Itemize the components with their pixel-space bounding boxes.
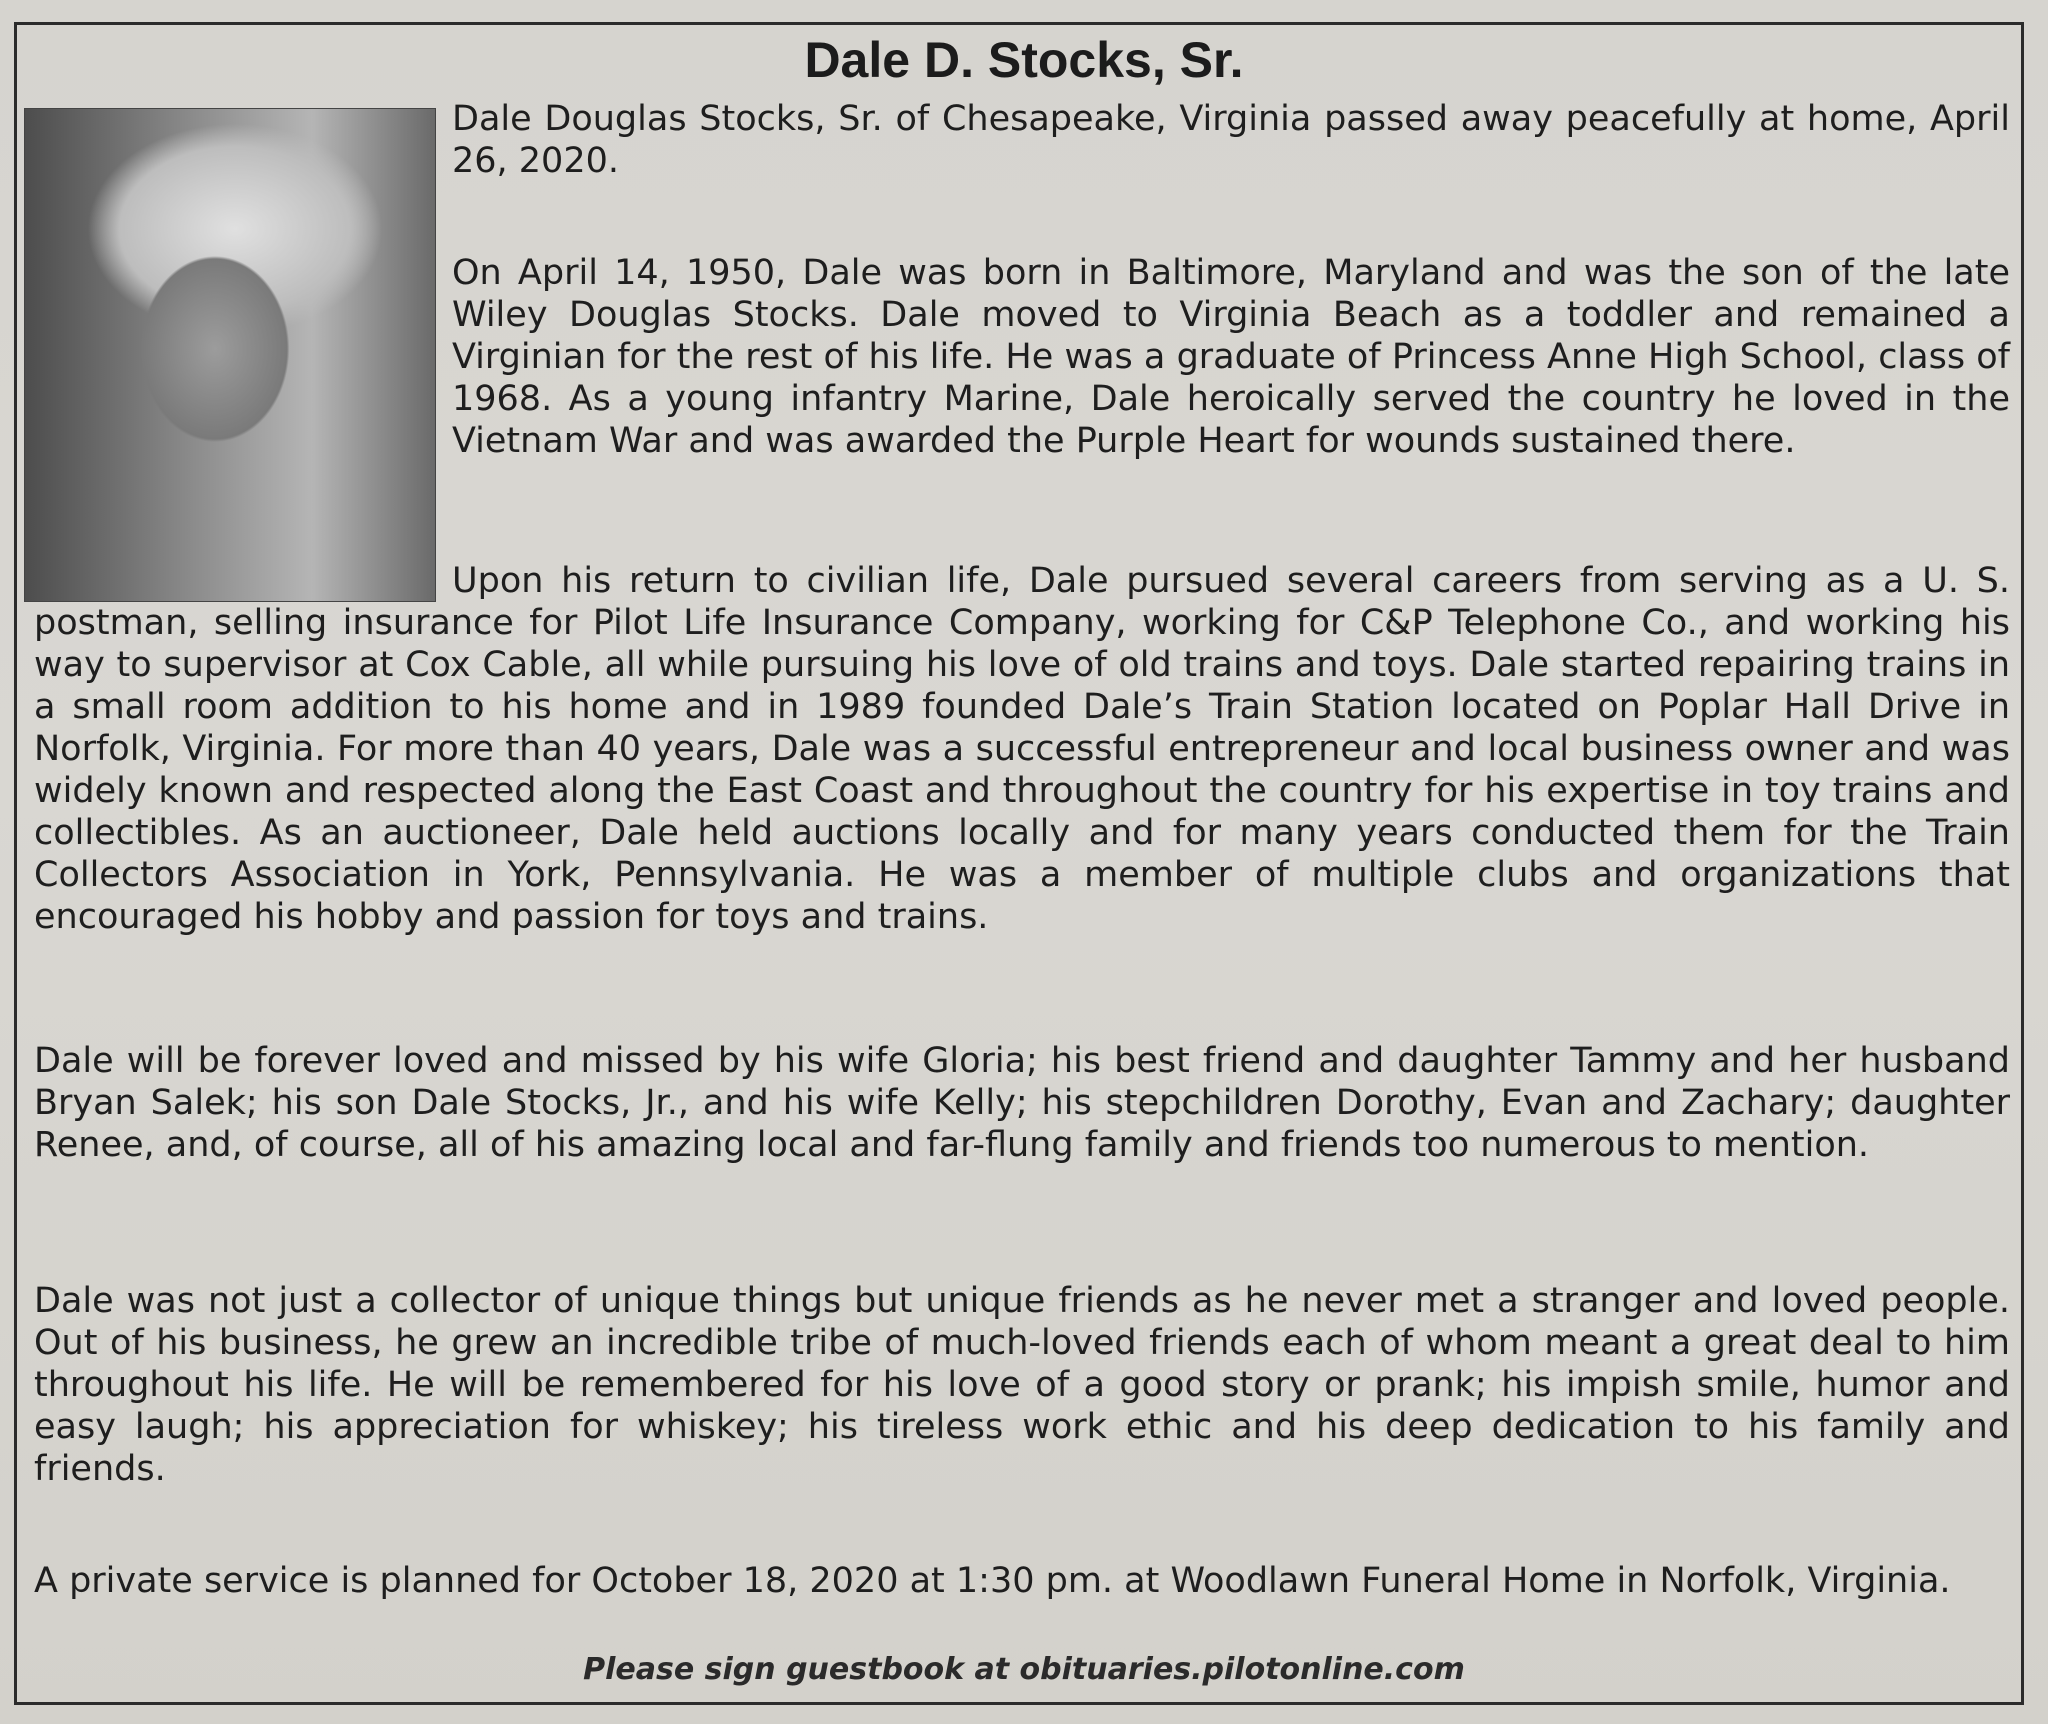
- paragraph-service: A private service is planned for October 18, 2020 at 1:30 pm. at Woodlawn Funeral Home in Norfolk, Virginia.: [34, 1561, 1951, 1601]
- paragraph-career: Upon his return to civilian life, Dale pursued several careers from serving as a U. S. postman, selling insurance for Pilot Life Insurance Company, working for C&P Telephone Co., and working his way to supervisor at Cox Cable, all while pursuing his love of old trains and toys. Dale started repairing trains in a small room addition to his home and in 1989 founded Dale’s Train Station located on Poplar Hall Drive in Norfolk, Virginia. For more than 40 years, Dale was a successful entrepreneur and local business owner and was widely known and respected along the East Coast and throughout the country for his expertise in toy trains and collectibles. As an auctioneer, Dale held auctions locally and for many years conducted them for the Train Collectors Association in York, Pennsylvania. He was a member of multiple clubs and organizations that encouraged his hobby and passion for toys and trains.: [34, 561, 2010, 937]
- paragraph-survivors: Dale will be forever loved and missed by his wife Gloria; his best friend and daughter Tammy and her husband Bryan Salek; his son Dale Stocks, Jr., and his wife Kelly; his stepchildren Dorothy, Evan and Zachary; daughter Renee, and, of course, all of his amazing local and far-flung family and friends too numerous to mention.: [34, 1041, 2010, 1165]
- guestbook-notice: Please sign guestbook at obituaries.pilotonline.com: [583, 1652, 1465, 1687]
- paragraph-early-life: On April 14, 1950, Dale was born in Baltimore, Maryland and was the son of the late Wiley Douglas Stocks. Dale moved to Virginia Beach as a toddler and remained a Virginian for the rest of his life. He was a graduate of Princess Anne High School, class of 1968. As a young infantry Marine, Dale heroically served the country he loved in the Vietnam War and was awarded the Purple Heart for wounds sustained there.: [452, 253, 2010, 461]
- obituary-title: Dale D. Stocks, Sr.: [804, 32, 1244, 88]
- paragraph-death-notice: Dale Douglas Stocks, Sr. of Chesapeake, Virginia passed away peacefully at home, April 26, 2020.: [452, 99, 2010, 181]
- portrait-photo: [24, 108, 436, 602]
- paragraph-remembrance: Dale was not just a collector of unique things but unique friends as he never met a stranger and loved people. Out of his business, he grew an incredible tribe of much-loved friends each of whom meant a great deal to him throughout his life. He will be remembered for his love of a good story or prank; his impish smile, humor and easy laugh; his appreciation for whiskey; his tireless work ethic and his deep dedication to his family and friends.: [34, 1281, 2010, 1489]
